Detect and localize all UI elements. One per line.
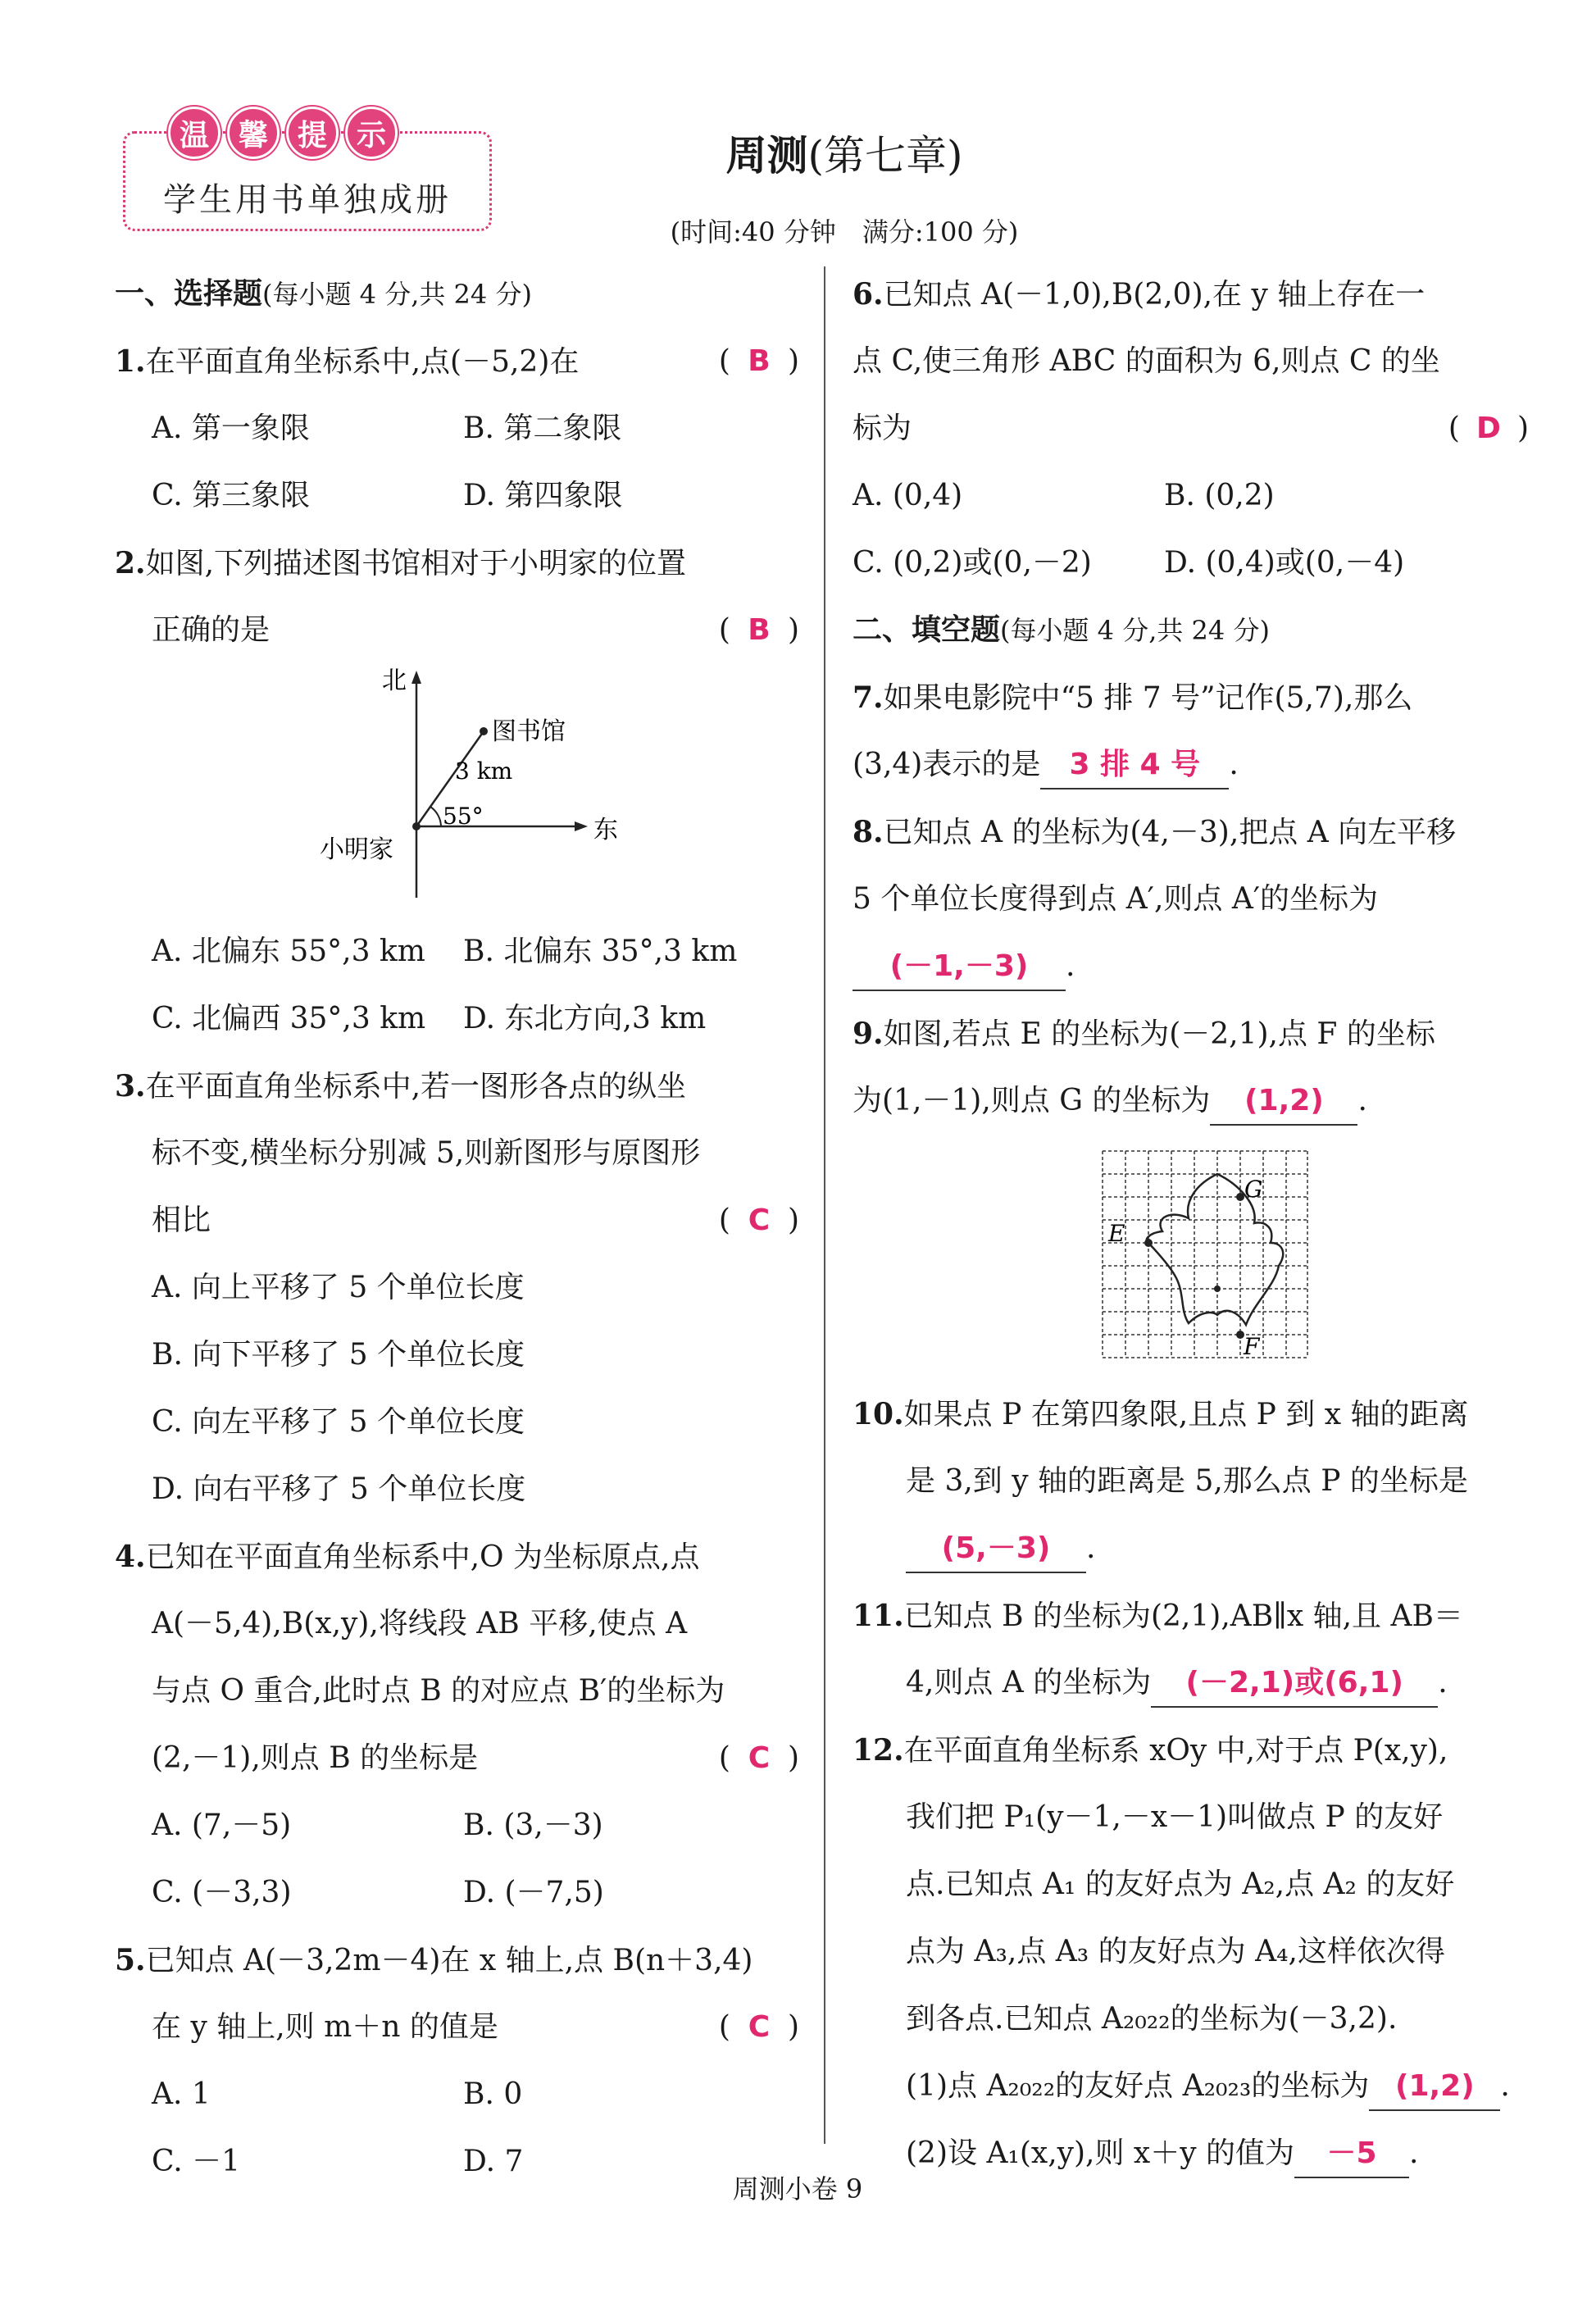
question-6-cont: [853, 328, 1529, 395]
answer-bracket: ( C ): [719, 1187, 799, 1254]
tip-badges: [168, 107, 398, 159]
question-text: (2,－1),则点 B 的坐标是: [152, 1741, 479, 1775]
question-12-part-1: [853, 2053, 1529, 2120]
question-12-cont: [853, 1918, 1529, 1986]
question-number: 1.: [115, 344, 146, 379]
question-text: 到各点.已知点 A₂₀₂₂的坐标为(－3,2).: [906, 2002, 1398, 2036]
question-number: 6.: [853, 277, 884, 312]
question-1: [115, 328, 799, 395]
question-text: A(－5,4),B(x,y),将线段 AB 平移,使点 A: [152, 1607, 688, 1640]
option-a: A. 第一象限: [152, 412, 310, 445]
question-11: [853, 1582, 1529, 1649]
east-label: 东: [593, 816, 618, 844]
direction-diagram: [115, 664, 799, 918]
answer-blank: (－2,1)或(6,1): [1151, 1660, 1438, 1708]
north-label: 北: [382, 667, 407, 695]
point-g: [1236, 1193, 1244, 1201]
option-d: D. (－7,5): [463, 1876, 604, 1909]
home-point: [412, 822, 421, 830]
question-text: (2)设 A₁(x,y),则 x＋y 的值为: [906, 2136, 1295, 2170]
page-title: [639, 123, 1049, 182]
question-number: 9.: [853, 1017, 884, 1051]
end-punct: .: [1409, 2136, 1419, 2170]
question-number: 3.: [115, 1069, 146, 1103]
question-10: [853, 1381, 1529, 1448]
option-a: A. (0,4): [853, 479, 963, 512]
question-9-cont: [853, 1067, 1529, 1135]
question-number: 8.: [853, 815, 884, 849]
question-10-cont: [853, 1448, 1529, 1515]
question-text: 在平面直角坐标系 xOy 中,对于点 P(x,y),: [903, 1734, 1448, 1768]
question-text: 如果点 P 在第四象限,且点 P 到 x 轴的距离: [903, 1398, 1469, 1431]
home-label: 小明家: [320, 835, 393, 864]
options-row: [115, 462, 799, 530]
section-1-heading: [115, 261, 799, 328]
title-main: 周测: [725, 132, 808, 180]
option-c: C. 向左平移了 5 个单位长度: [152, 1405, 525, 1439]
question-9: [853, 1000, 1529, 1067]
question-text: 标为: [853, 412, 912, 445]
options-row: [853, 462, 1529, 530]
point-center: [1214, 1285, 1221, 1292]
end-punct: .: [1086, 1531, 1096, 1565]
question-text: 已知点 B 的坐标为(2,1),AB∥x 轴,且 AB＝: [903, 1599, 1463, 1633]
options-row: [115, 985, 799, 1053]
question-12-cont: [853, 1986, 1529, 2053]
answer-bracket: ( C ): [719, 1725, 799, 1792]
question-text: 点为 A₃,点 A₃ 的友好点为 A₄,这样依次得: [906, 1935, 1445, 1968]
library-label: 图书馆: [492, 717, 566, 746]
question-text: 在平面直角坐标系中,点(－5,2)在: [145, 345, 580, 379]
direction-figure: [115, 664, 799, 918]
option-c: C. (－3,3): [152, 1876, 292, 1909]
question-text: 已知在平面直角坐标系中,O 为坐标原点,点: [145, 1540, 700, 1574]
tip-badge: 馨: [227, 107, 280, 159]
answer-blank: 3 排 4 号: [1040, 742, 1229, 789]
label-e: E: [1108, 1220, 1125, 1247]
option-c: C. (0,2)或(0,－2): [853, 546, 1092, 580]
options-row: [115, 1792, 799, 1859]
question-number: 11.: [853, 1599, 904, 1633]
question-text: 在平面直角坐标系中,若一图形各点的纵坐: [145, 1070, 687, 1103]
answer-choice: C: [748, 2010, 771, 2044]
options-row: [115, 918, 799, 985]
leaf-grid-diagram: [853, 1135, 1529, 1381]
left-column: [115, 261, 799, 2195]
tip-badge: 示: [345, 107, 398, 159]
option-c: C. －1: [152, 2145, 241, 2178]
answer-bracket: ( C ): [719, 1994, 799, 2061]
question-text: 如图,若点 E 的坐标为(－2,1),点 F 的坐标: [883, 1017, 1435, 1051]
question-text: 已知点 A 的坐标为(4,－3),把点 A 向左平移: [883, 816, 1457, 849]
question-11-cont: [853, 1649, 1529, 1717]
page-footer: 周测小卷 9: [732, 2173, 863, 2205]
question-7: [853, 664, 1529, 731]
option-d: D. 东北方向,3 km: [463, 1002, 707, 1035]
tip-badge: 温: [168, 107, 221, 159]
option-a: A. (7,－5): [152, 1809, 292, 1842]
angle-label: 55°: [443, 803, 484, 830]
question-3-cont: [115, 1187, 799, 1254]
question-12: [853, 1717, 1529, 1784]
options-row: [115, 2061, 799, 2128]
question-6-cont: [853, 395, 1529, 462]
option-a: A. 向上平移了 5 个单位长度: [152, 1271, 525, 1304]
question-number: 10.: [853, 1397, 904, 1431]
label-g: G: [1244, 1176, 1263, 1203]
end-punct: .: [1066, 949, 1075, 983]
east-arrow-icon: [575, 821, 588, 831]
option-d: D. 7: [463, 2145, 524, 2178]
question-text: (1)点 A₂₀₂₂的友好点 A₂₀₂₃的坐标为: [906, 2069, 1370, 2103]
answer-blank: －5: [1294, 2131, 1409, 2178]
answer-choice: C: [748, 1204, 771, 1237]
question-number: 5.: [115, 1943, 146, 1977]
option-a: A. 1: [152, 2077, 211, 2111]
option-a: A. 北偏东 55°,3 km: [152, 935, 425, 968]
column-divider: [824, 266, 825, 2144]
question-8: [853, 799, 1529, 866]
question-text: 如果电影院中“5 排 7 号”记作(5,7),那么: [883, 681, 1413, 715]
question-8-cont: [853, 866, 1529, 933]
answer-blank: (1,2): [1210, 1078, 1357, 1126]
question-4-cont: [115, 1725, 799, 1792]
question-10-cont: [853, 1515, 1529, 1582]
option-d: D. 向右平移了 5 个单位长度: [152, 1472, 526, 1506]
question-3-cont: [115, 1120, 799, 1187]
option-d: D. (0,4)或(0,－4): [1164, 546, 1405, 580]
section-2-heading: [853, 597, 1529, 664]
section-name: 一、选择题: [115, 277, 263, 311]
question-text: 为(1,－1),则点 G 的坐标为: [853, 1084, 1211, 1117]
section-note: (每小题 4 分,共 24 分): [1000, 615, 1270, 646]
tip-badge: 提: [286, 107, 339, 159]
question-number: 2.: [115, 546, 146, 580]
question-text: 点.已知点 A₁ 的友好点为 A₂,点 A₂ 的友好: [906, 1868, 1455, 1901]
end-punct: .: [1357, 1084, 1367, 1117]
option-b: B. 第二象限: [463, 412, 622, 445]
question-text: 在 y 轴上,则 m＋n 的值是: [152, 2010, 498, 2044]
question-8-cont: [853, 933, 1529, 1000]
point-e: [1144, 1239, 1153, 1247]
question-2-cont: [115, 597, 799, 664]
section-note: (每小题 4 分,共 24 分): [262, 279, 532, 310]
right-column: [853, 261, 1529, 2187]
question-text: (3,4)表示的是: [853, 748, 1041, 781]
answer-choice: C: [748, 1741, 771, 1775]
question-text: 已知点 A(－3,2m－4)在 x 轴上,点 B(n＋3,4): [145, 1944, 753, 1977]
question-number: 12.: [853, 1733, 904, 1768]
section-name: 二、填空题: [853, 613, 1001, 647]
answer-choice: B: [748, 344, 771, 378]
distance-label: 3 km: [455, 758, 513, 785]
answer-blank: (－1,－3): [853, 944, 1066, 991]
question-12-cont: [853, 1784, 1529, 1851]
options-row: [853, 530, 1529, 597]
question-text: 已知点 A(－1,0),B(2,0),在 y 轴上存在一: [883, 278, 1425, 312]
question-text: 标不变,横坐标分别减 5,则新图形与原图形: [152, 1136, 701, 1170]
option-b: B. 向下平移了 5 个单位长度: [152, 1338, 525, 1372]
question-text: 正确的是: [152, 613, 271, 647]
tip-text: 学生用书单独成册: [163, 181, 452, 219]
answer-blank: (5,－3): [906, 1526, 1086, 1573]
end-punct: .: [1438, 1666, 1448, 1699]
time-info: (时间:40 分钟 满分:100 分): [670, 216, 1019, 248]
options-row: [115, 1859, 799, 1927]
end-punct: .: [1229, 748, 1239, 781]
answer-bracket: ( B ): [719, 597, 799, 664]
question-text: 5 个单位长度得到点 A′,则点 A′的坐标为: [853, 882, 1379, 916]
question-number: 7.: [853, 680, 884, 715]
question-6: [853, 261, 1529, 328]
answer-blank: (1,2): [1369, 2063, 1500, 2111]
options-row: [115, 395, 799, 462]
option-b: B. (3,－3): [463, 1809, 603, 1842]
option-d: D. 第四象限: [463, 479, 623, 512]
question-text: 如图,下列描述图书馆相对于小明家的位置: [145, 547, 687, 580]
library-point: [480, 727, 488, 735]
question-4-cont: [115, 1590, 799, 1658]
option-b: B. 北偏东 35°,3 km: [463, 935, 738, 968]
question-text: 与点 O 重合,此时点 B 的对应点 B′的坐标为: [152, 1674, 725, 1708]
answer-choice: B: [748, 613, 771, 647]
angle-arc: [430, 807, 441, 826]
question-text: 是 3,到 y 轴的距离是 5,那么点 P 的坐标是: [906, 1464, 1468, 1498]
question-5-cont: [115, 1994, 799, 2061]
label-f: F: [1244, 1333, 1260, 1360]
question-3: [115, 1053, 799, 1120]
option-c: C. 北偏西 35°,3 km: [152, 1002, 426, 1035]
option-b: B. (0,2): [1164, 479, 1275, 512]
option-c: C. 第三象限: [152, 479, 311, 512]
question-4-cont: [115, 1658, 799, 1725]
title-sub: (第七章): [807, 132, 963, 180]
question-2: [115, 530, 799, 597]
end-punct: .: [1500, 2069, 1510, 2103]
question-text: 点 C,使三角形 ABC 的面积为 6,则点 C 的坐: [853, 344, 1440, 378]
question-5: [115, 1927, 799, 1994]
question-12-cont: [853, 1851, 1529, 1918]
north-arrow-icon: [412, 671, 421, 684]
grid-figure: [853, 1135, 1529, 1381]
answer-choice: D: [1476, 412, 1501, 445]
question-number: 4.: [115, 1540, 146, 1574]
answer-bracket: ( B ): [719, 328, 799, 395]
question-4: [115, 1523, 799, 1590]
question-text: 相比: [152, 1204, 211, 1237]
option-b: B. 0: [463, 2077, 523, 2111]
answer-bracket: ( D ): [1448, 395, 1529, 462]
question-text: 我们把 P₁(y－1,－x－1)叫做点 P 的友好: [906, 1800, 1444, 1834]
question-text: 4,则点 A 的坐标为: [906, 1666, 1152, 1699]
question-7-cont: [853, 731, 1529, 799]
